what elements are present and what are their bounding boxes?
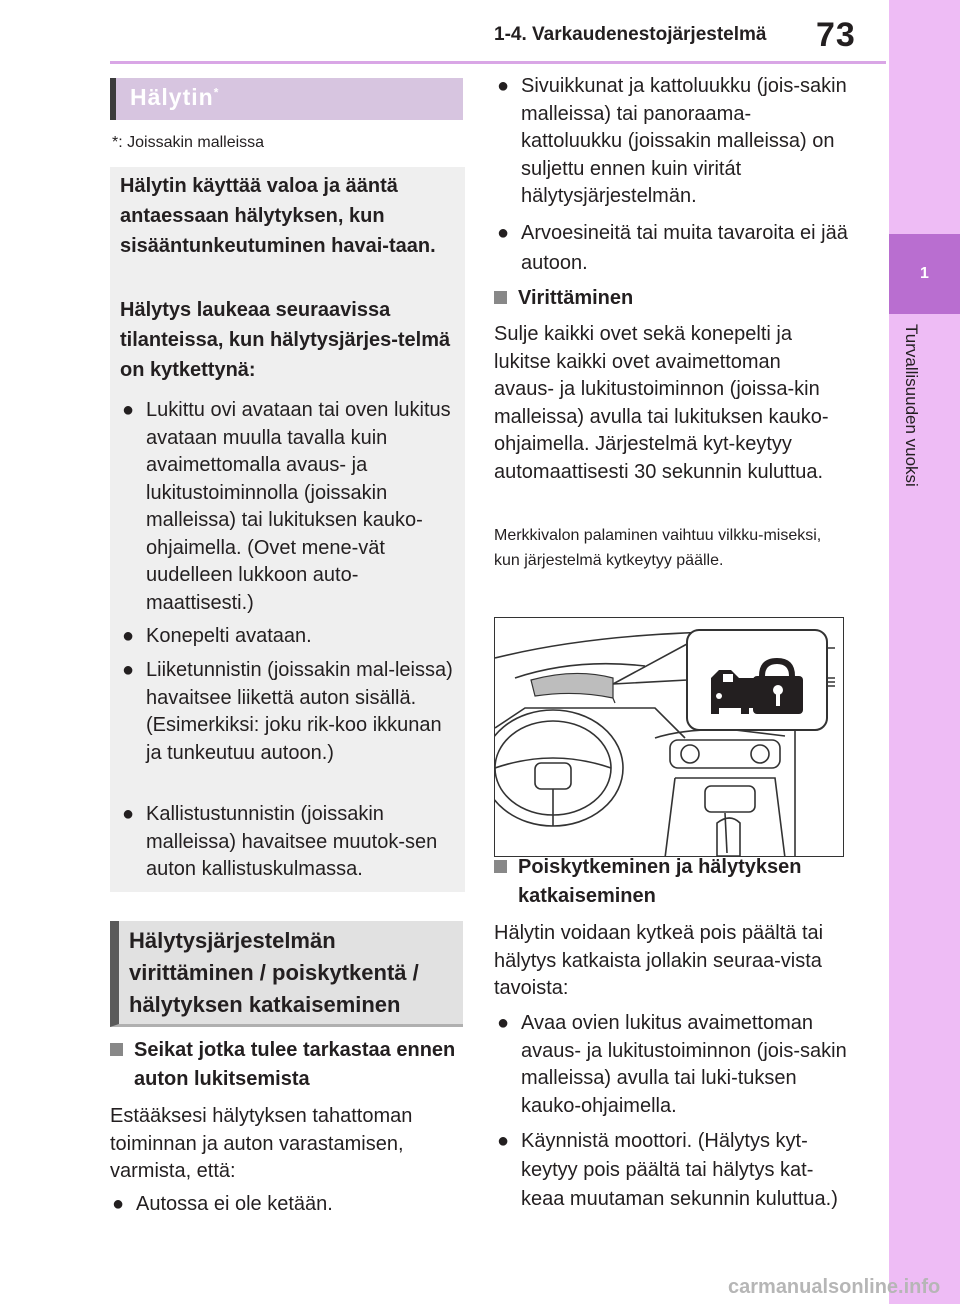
chapter-title: Turvallisuuden vuoksi: [902, 324, 921, 487]
page-number: 73: [816, 16, 856, 54]
square-bullet-icon: [494, 291, 507, 304]
section-title-bar: [110, 78, 463, 120]
footnote: *: Joissakin malleissa: [112, 134, 265, 151]
bullet-icon: ●: [497, 1012, 510, 1034]
chapter-number: 1: [889, 234, 960, 314]
bullet-icon: ●: [122, 659, 135, 681]
header-divider: [110, 61, 886, 64]
bullet-icon: ●: [497, 1130, 510, 1152]
bullet-icon: ●: [497, 75, 510, 97]
section-heading: Hälytysjärjestelmän virittäminen / poiskytkentä / hälytyksen katkaiseminen: [129, 928, 419, 1017]
paragraph: Hälytin voidaan kytkeä pois päältä tai hälytys katkaista jollakin seuraa-vista tavoista:: [494, 922, 824, 999]
title-footnote-mark: *: [213, 85, 220, 100]
section-heading-box: [110, 921, 463, 1027]
square-bullet-icon: [494, 860, 507, 873]
bullet-icon: ●: [122, 803, 135, 825]
square-bullet-icon: [110, 1043, 123, 1056]
info-box-trigger-intro: Hälytys laukeaa seuraavissa tilanteissa, kun hälytysjärjes-telmä on kytkettynä:: [120, 299, 451, 381]
bullet-icon: ●: [112, 1193, 125, 1215]
dashboard-illustration: [494, 617, 844, 857]
info-box-intro: Hälytin käyttää valoa ja ääntä antaessaan hälytyksen, kun sisääntunkeutuminen havai-taan.: [120, 175, 436, 257]
bullet-icon: ●: [122, 399, 135, 421]
paragraph: Sulje kaikki ovet sekä konepelti ja lukitse kaikki ovet avaimettoman avaus- ja lukitustoiminnon (joissa-kin malleissa) avulla tai lukituksen kauko-ohjaimella. Järjestelmä kyt-keytyy automaattisesti 30 sekunnin kuluttua.: [494, 323, 829, 483]
watermark: carmanualsonline.info: [728, 1276, 941, 1298]
note-text: Merkkivalon palaminen vaihtuu vilkku-miseksi, kun järjestelmä kytkeytyy päälle.: [494, 527, 822, 569]
chapter-side-tab: [889, 0, 960, 1304]
paragraph: Estääksesi hälytyksen tahattoman toiminnan ja auton varastamisen, varmista, että:: [110, 1105, 413, 1182]
section-header: 1-4. Varkaudenestojärjestelmä: [494, 24, 767, 45]
bullet-icon: ●: [122, 625, 135, 647]
bullet-icon: ●: [497, 222, 510, 244]
section-title: Hälytin: [130, 84, 214, 110]
